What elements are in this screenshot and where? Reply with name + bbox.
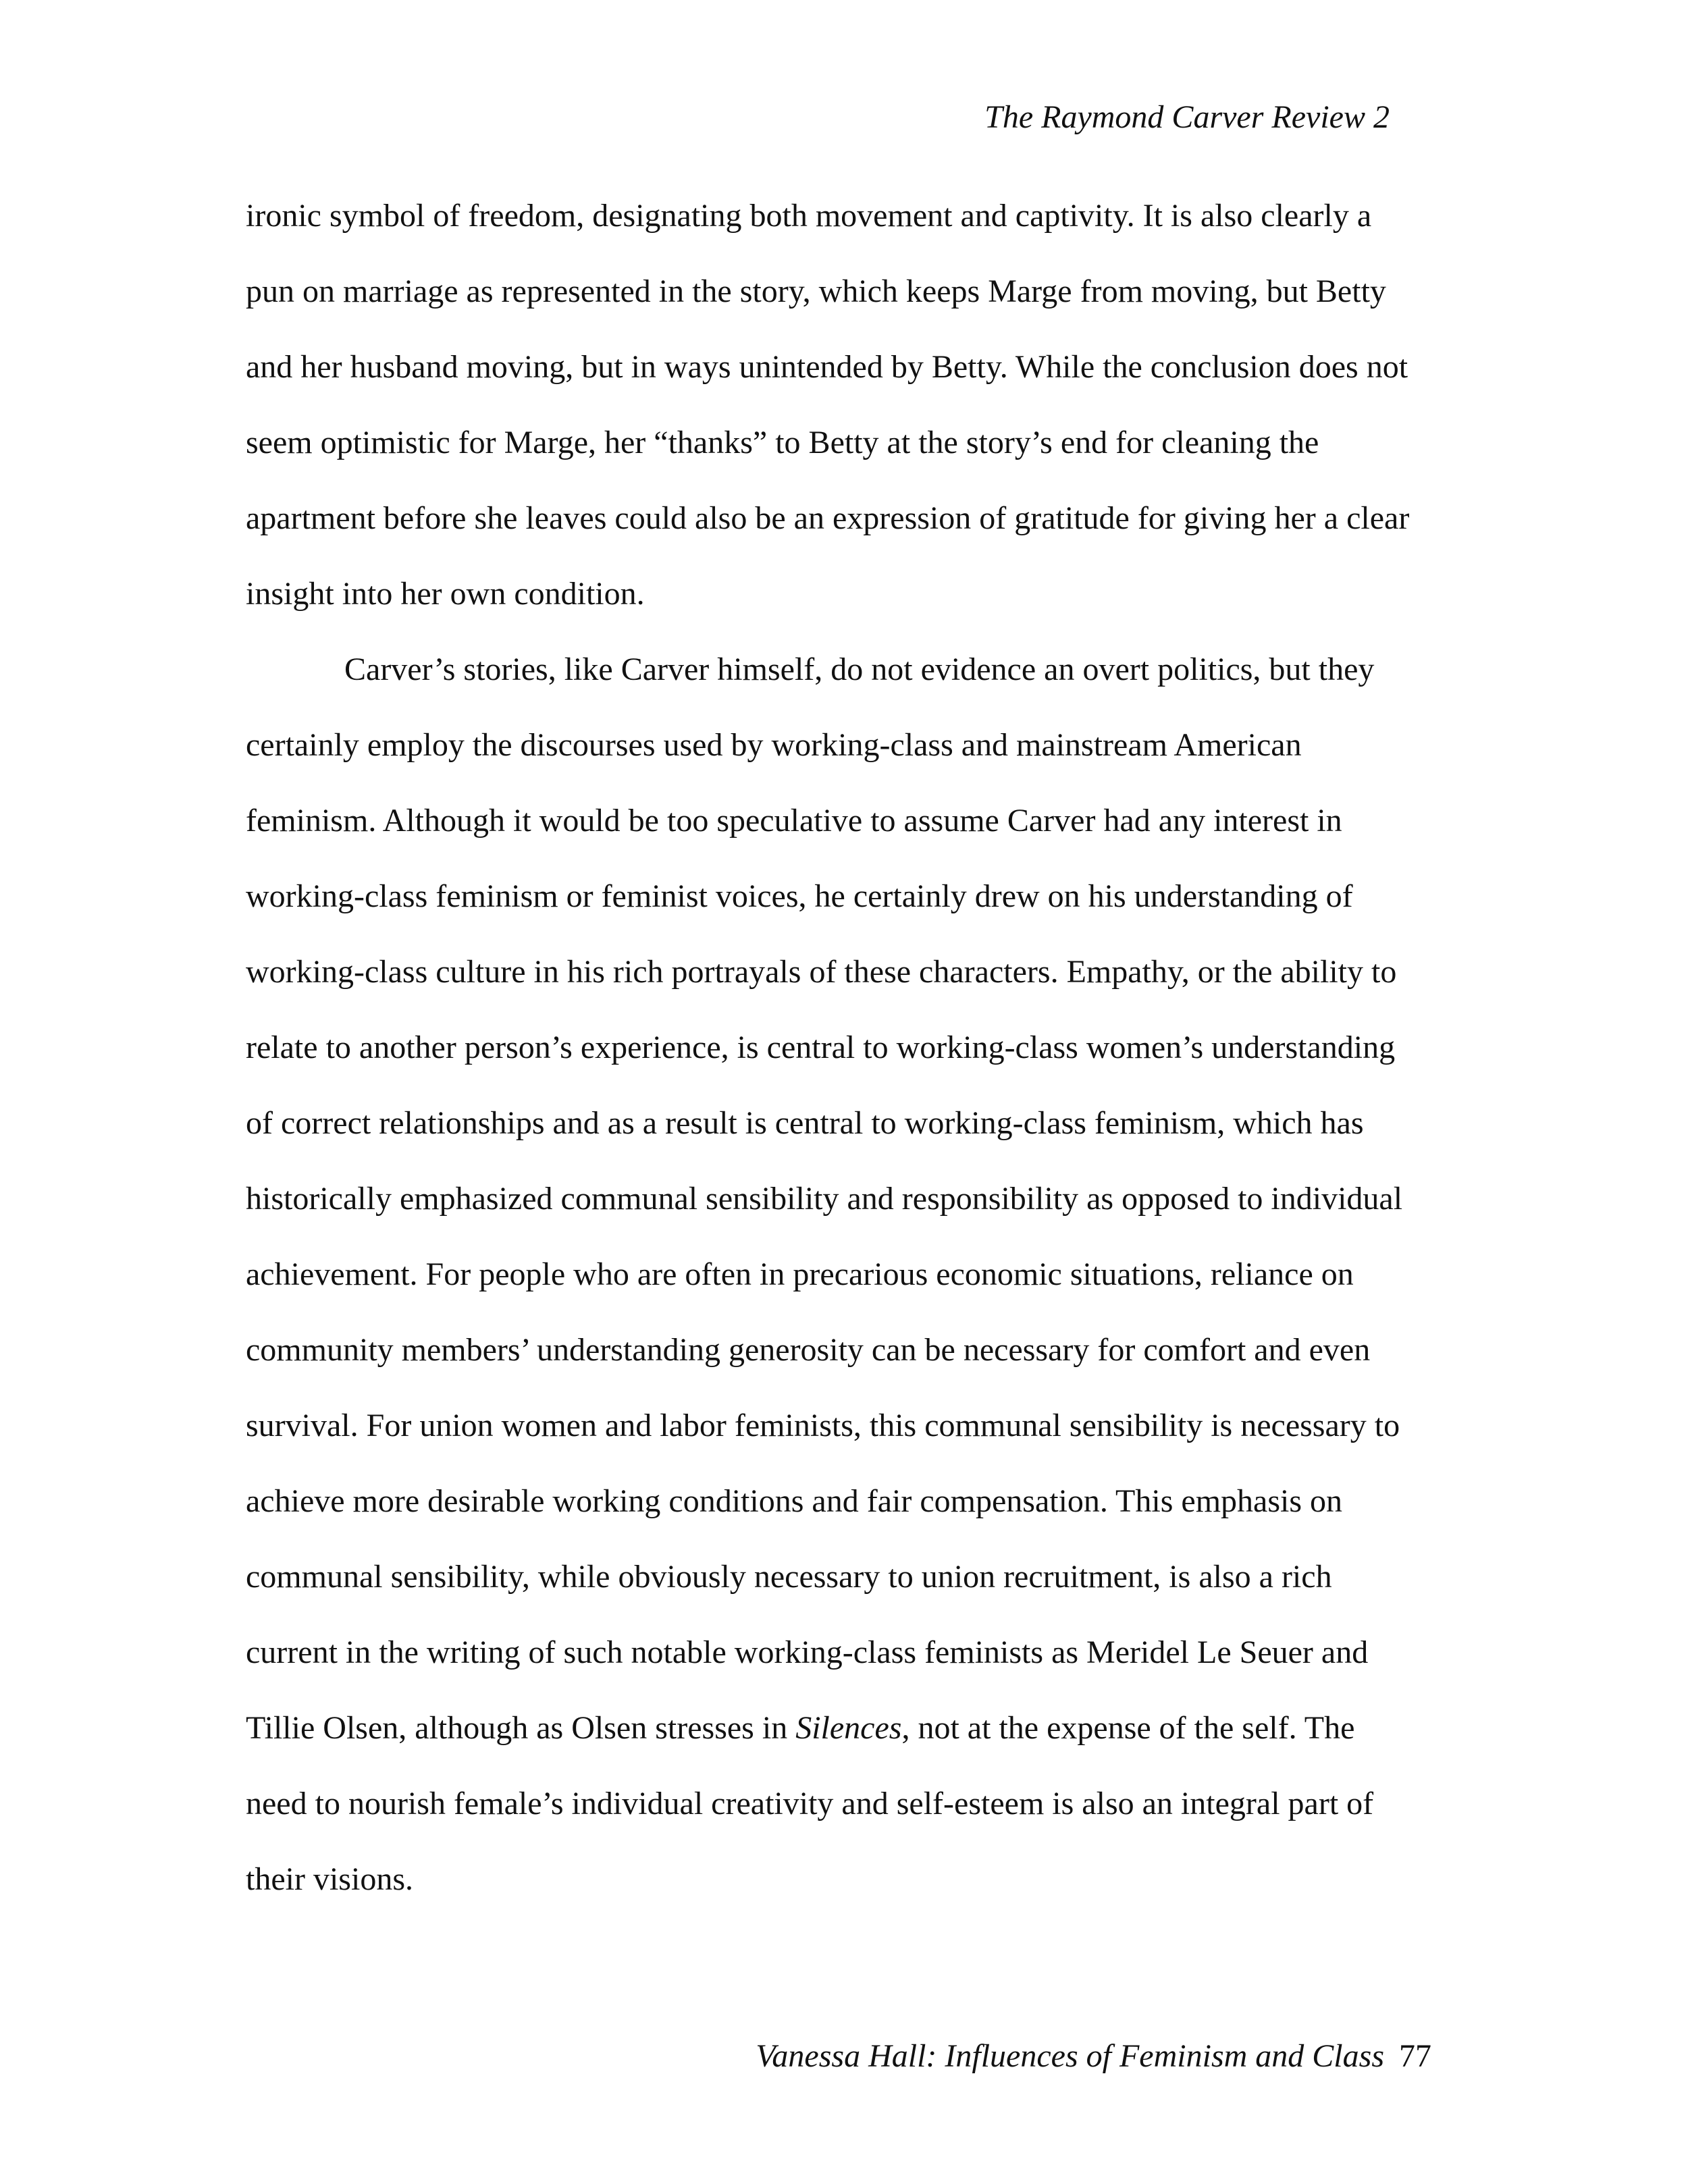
body-line: working-class culture in his rich portrayals of these characters. Empathy, or the ability to: [246, 954, 1397, 990]
footer-author-title: Vanessa Hall: Influences of Feminism and Class: [756, 2038, 1384, 2074]
body-line: of correct relationships and as a result is central to working-class feminism, which has: [246, 1105, 1364, 1141]
body-line: need to nourish female’s individual creativity and self-esteem is also an integral part of: [246, 1786, 1374, 1821]
body-line: historically emphasized communal sensibility and responsibility as opposed to individual: [246, 1181, 1403, 1217]
body-line: pun on marriage as represented in the story, which keeps Marge from moving, but Betty: [246, 273, 1386, 309]
line-text-after-title: , not at the expense of the self. The: [901, 1710, 1355, 1746]
body-line: working-class feminism or feminist voices, he certainly drew on his understanding of: [246, 878, 1353, 914]
body-line: insight into her own condition.: [246, 576, 645, 612]
line-text-before-title: Tillie Olsen, although as Olsen stresses in: [246, 1710, 796, 1746]
body-line: communal sensibility, while obviously necessary to union recruitment, is also a rich: [246, 1559, 1332, 1595]
body-line: achieve more desirable working conditions and fair compensation. This emphasis on: [246, 1483, 1343, 1519]
body-line: their visions.: [246, 1861, 413, 1897]
body-line: feminism. Although it would be too speculative to assume Carver had any interest in: [246, 803, 1342, 838]
body-line: seem optimistic for Marge, her “thanks” to Betty at the story’s end for cleaning the: [246, 425, 1319, 460]
body-line: community members’ understanding generosity can be necessary for comfort and even: [246, 1332, 1371, 1368]
paragraph-start-line: Carver’s stories, like Carver himself, do not evidence an overt politics, but they: [344, 651, 1375, 687]
body-line: achievement. For people who are often in precarious economic situations, reliance on: [246, 1256, 1354, 1292]
body-line: survival. For union women and labor feminists, this communal sensibility is necessary to: [246, 1408, 1400, 1443]
body-line: and her husband moving, but in ways unintended by Betty. While the conclusion does not: [246, 349, 1408, 385]
body-line: ironic symbol of freedom, designating both movement and captivity. It is also clearly a: [246, 198, 1372, 234]
running-header-title: The Raymond Carver Review 2: [984, 99, 1390, 135]
body-line-with-title: [246, 1708, 1441, 1784]
body-line: certainly employ the discourses used by working-class and mainstream American: [246, 727, 1302, 763]
article-body: [246, 196, 1441, 1935]
body-line: current in the writing of such notable working-class feminists as Meridel Le Seuer and: [246, 1634, 1369, 1670]
page-footer: [756, 2036, 1431, 2077]
body-line: apartment before she leaves could also be an expression of gratitude for giving her a clear: [246, 500, 1410, 536]
book-title-silences: Silences: [795, 1710, 902, 1746]
body-line: relate to another person’s experience, is central to working-class women’s understanding: [246, 1030, 1396, 1065]
page-number: 77: [1399, 2038, 1431, 2074]
